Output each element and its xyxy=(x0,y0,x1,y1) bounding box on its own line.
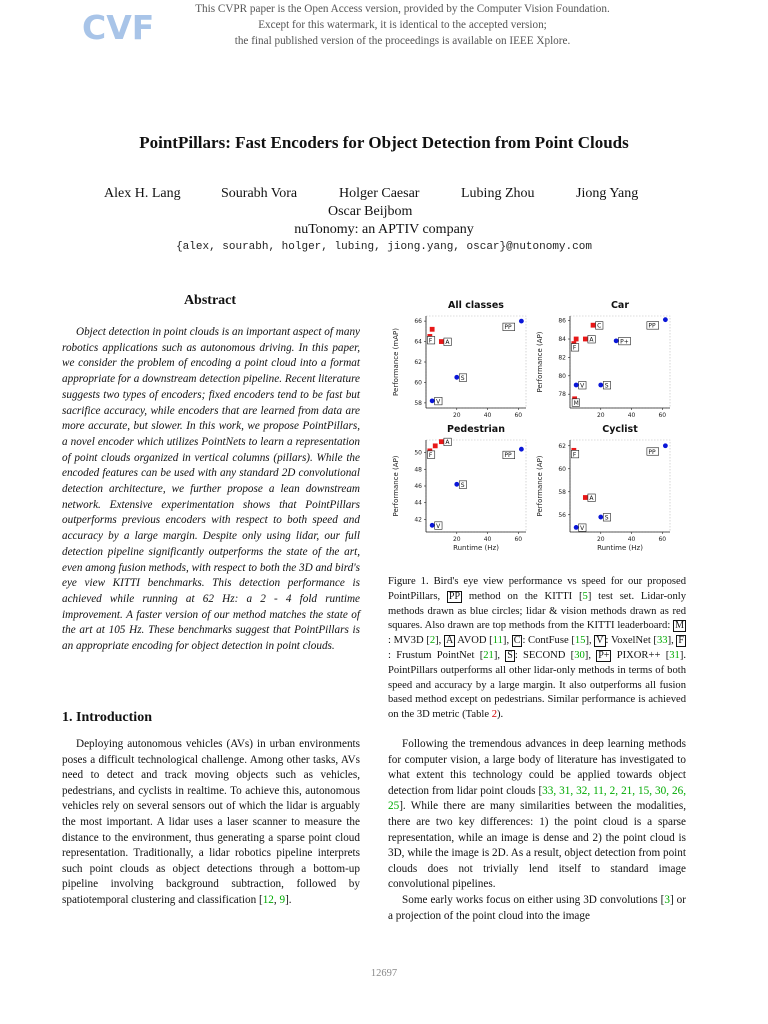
body-paragraph xyxy=(388,737,686,893)
author: Holger Caesar xyxy=(339,186,420,201)
x-axis-label: Runtime (Hz) xyxy=(453,544,499,552)
point-label: F xyxy=(428,451,433,459)
citation-link[interactable]: 33 xyxy=(656,635,668,647)
caption-span: method on the KITTI [ xyxy=(462,590,583,602)
point-label: PP xyxy=(504,324,512,332)
caption-span: : SECOND [ xyxy=(514,649,575,661)
y-axis-label: Performance (AP) xyxy=(392,455,400,517)
lidar-point xyxy=(430,523,435,528)
watermark-line-3: the final published version of the proceedings is available on IEEE Xplore. xyxy=(234,35,571,47)
y-tick-label: 66 xyxy=(414,318,422,326)
citation-link[interactable]: 30 xyxy=(574,649,585,661)
x-tick-label: 20 xyxy=(596,536,605,543)
lidar-point xyxy=(574,383,579,388)
section-heading-introduction: 1. Introduction xyxy=(62,710,152,725)
affiliation: nuTonomy: an APTIV company xyxy=(294,222,474,237)
chart-panel xyxy=(392,424,526,552)
legend-box-pplus: P+ xyxy=(598,649,610,661)
point-label: V xyxy=(580,382,585,390)
lidar-point xyxy=(663,317,668,322)
body-text: ]. While there are many similarities between the modalities, there are two key differences: 1) the point cloud is a sparse representation, while an image is dense and 2) the point cloud is 3D, while the image is 2D. As a result, object detection from point clouds does not trivially lend itself to standard image convolutional pipelines. xyxy=(388,800,686,891)
lidar-point xyxy=(598,515,603,520)
y-tick-label: 62 xyxy=(414,359,422,366)
fusion-point xyxy=(430,327,435,332)
citation-link[interactable]: 15 xyxy=(574,635,586,647)
watermark-line-2: Except for this watermark, it is identical to the accepted version; xyxy=(258,19,547,31)
citation-link[interactable]: 5 xyxy=(582,590,588,602)
legend-box-f: F xyxy=(678,635,684,647)
caption-span: : VoxelNet [ xyxy=(605,635,657,647)
citation-link[interactable]: 11 xyxy=(492,635,503,647)
cvf-logo xyxy=(82,8,155,47)
y-tick-label: 44 xyxy=(414,499,422,507)
caption-text: Figure 1. Bird's eye view performance vs speed for our proposed PointPillars, PP method on the KITTI [5] test set. Lidar-only methods drawn as blue circles; lidar & vision methods drawn as red squares. Also drawn are top methods from the KITTI leaderboard: M: MV3D [2], A AVOD [11], C : ContFuse [15], V : VoxelNet [33], F: Frustum PointNet [21], S : SECOND [30], P+ PIXOR++ [31]. PointPillars outperforms all other lidar-only methods in terms of both speed and accuracy by a large margin. It also outperforms all fusion based method except on pedestrians. Similar performance is achieved on the 3D metric (Table 2). xyxy=(388,576,686,721)
y-tick-label: 48 xyxy=(414,466,422,474)
body-text: Following the tremendous advances in deep learning methods for computer vision, a large body of literature has investigated to what extent this technology could be applied towards object detection from lidar point clouds [ xyxy=(388,738,686,797)
x-tick-label: 60 xyxy=(514,536,523,543)
x-tick-label: 40 xyxy=(627,536,636,543)
point-label: A xyxy=(589,336,594,344)
point-label: F xyxy=(428,337,433,345)
chart-title: Cyclist xyxy=(602,424,638,435)
y-axis-label: Performance (AP) xyxy=(536,455,544,517)
legend-box-a: A xyxy=(445,635,454,647)
intro-text: Deploying autonomous vehicles (AVs) in urban environments poses a difficult technological challenge. Among other tasks, AVs need to detect and track moving objects such as vehicles, pedestrians, and cyclists in realtime. To achieve this, autonomous vehicles rely on several sensors out of which the lidar is arguably the most important. A lidar uses a laser scanner to measure the distance to the environment, thus generating a sparse point cloud representation. Traditionally, a lidar robotics pipeline interprets such point clouds as object detections through a bottom-up pipeline involving background subtraction, followed by spatiotemporal clustering and classification [ xyxy=(62,738,360,906)
fusion-point xyxy=(439,339,444,344)
point-label: PP xyxy=(504,452,512,460)
lidar-point xyxy=(574,525,579,530)
intro-paragraph xyxy=(62,737,360,909)
point-label: S xyxy=(460,374,465,382)
y-tick-label: 86 xyxy=(558,317,566,325)
legend-box-c: C xyxy=(513,635,521,647)
x-tick-label: 20 xyxy=(596,412,605,419)
caption-span: ). xyxy=(496,709,504,721)
caption-span: : ContFuse [ xyxy=(522,635,575,647)
author: Alex H. Lang xyxy=(104,186,181,201)
lidar-point xyxy=(454,375,459,380)
x-tick-label: 60 xyxy=(658,536,667,543)
legend-box-pp: PP xyxy=(448,590,461,602)
y-tick-label: 58 xyxy=(414,399,422,407)
right-column-text xyxy=(388,737,686,924)
citation-link[interactable]: 3 xyxy=(664,893,670,906)
point-label: S xyxy=(604,382,609,390)
abstract-heading: Abstract xyxy=(183,293,237,308)
author: Jiong Yang xyxy=(576,186,639,201)
citation-link[interactable]: 2 xyxy=(429,635,436,647)
x-tick-label: 20 xyxy=(452,536,461,543)
paper-title: PointPillars: Fast Encoders for Object Detection from Point Clouds xyxy=(139,133,629,152)
legend-box-s: S xyxy=(507,649,513,661)
point-label: V xyxy=(580,524,585,532)
y-tick-label: 60 xyxy=(558,465,566,473)
fusion-point xyxy=(583,337,588,342)
point-label: A xyxy=(445,339,450,347)
chart-title: All classes xyxy=(448,300,504,311)
x-tick-label: 60 xyxy=(514,412,523,419)
x-tick-label: 60 xyxy=(658,412,667,419)
watermark-line-1: This CVPR paper is the Open Access version, provided by the Computer Vision Foundation. xyxy=(195,3,610,15)
y-tick-label: 62 xyxy=(558,442,566,450)
y-tick-label: 42 xyxy=(414,516,422,524)
citation-link[interactable]: 21 xyxy=(483,649,494,661)
intro-text-end: ]. xyxy=(285,893,292,906)
point-label: PP xyxy=(648,448,656,456)
point-label: PP xyxy=(648,322,656,330)
citation-link[interactable]: 12 xyxy=(262,893,274,906)
cvf-logo-text: CVF xyxy=(82,8,155,47)
fusion-point xyxy=(591,323,596,328)
author: Lubing Zhou xyxy=(461,186,535,201)
lidar-point xyxy=(598,383,603,388)
y-tick-label: 58 xyxy=(558,488,566,496)
lidar-point xyxy=(663,443,668,448)
chart-title: Pedestrian xyxy=(447,424,505,435)
x-tick-label: 40 xyxy=(627,412,636,419)
chart-panel xyxy=(536,300,670,419)
chart-panel xyxy=(392,300,526,419)
y-tick-label: 82 xyxy=(558,354,566,362)
y-axis-label: Performance (AP) xyxy=(536,331,544,393)
point-label: S xyxy=(460,481,465,489)
point-label: V xyxy=(436,522,441,530)
fusion-point xyxy=(439,439,444,444)
chart-title: Car xyxy=(610,300,630,311)
abstract-text: Object detection in point clouds is an important aspect of many robotics applications such as autonomous driving. In this paper, we consider the problem of encoding a point cloud into a format appropriate for a downstream detection pipeline. Recent literature suggests two types of encoders; fixed encoders tend to be fast but sacrifice accuracy, while encoders that are learned from data are more accurate, but slower. In this work, we propose PointPillars, a novel encoder which utilizes PointNets to learn a representation of point clouds organized in vertical columns (pillars). While the encoded features can be used with any standard 2D convolutional detection architecture, we further propose a lean downstream network. Extensive experimentation shows that PointPillars outperforms previous encoders with respect to both speed and accuracy by a large margin. Despite only using lidar, our full detection pipeline significantly outperforms the state of the art, even among fusion methods, with respect to both the 3D and bird's eye view KITTI benchmarks. This detection performance is achieved while running at 62 Hz: a 2 - 4 fold runtime improvement. A faster version of our method matches the state of the art at 105 Hz. These benchmarks suggest that PointPillars is an appropriate encoding for object detection in point clouds. xyxy=(62,326,361,653)
x-tick-label: 40 xyxy=(483,412,492,419)
chart-panel xyxy=(536,424,670,552)
fusion-point xyxy=(574,337,579,342)
y-tick-label: 78 xyxy=(558,391,566,399)
lidar-point xyxy=(430,398,435,403)
figure-1-caption xyxy=(388,575,686,723)
lidar-point xyxy=(614,338,619,343)
abstract-body xyxy=(62,325,360,655)
point-label: A xyxy=(589,495,594,502)
y-axis-label: Performance (mAP) xyxy=(392,328,400,396)
x-tick-label: 20 xyxy=(452,412,461,419)
caption-span: AVOD [ xyxy=(455,635,493,647)
point-label: F xyxy=(572,344,577,352)
body-text: Some early works focus on either using 3D convolutions [ xyxy=(402,893,665,906)
point-label: A xyxy=(445,439,450,447)
author: Sourabh Vora xyxy=(221,186,298,201)
lidar-point xyxy=(519,319,524,324)
y-tick-label: 60 xyxy=(414,379,422,387)
body-paragraph xyxy=(388,893,686,924)
x-tick-label: 40 xyxy=(483,536,492,543)
point-label: F xyxy=(572,451,577,459)
y-tick-label: 64 xyxy=(414,338,422,346)
point-label: V xyxy=(436,398,441,406)
intro-column xyxy=(62,737,360,909)
plot-area xyxy=(570,316,670,408)
page-number: 12697 xyxy=(370,968,398,979)
caption-span: PIXOR++ [ xyxy=(611,649,670,661)
table-link[interactable]: 2 xyxy=(491,709,497,721)
author: Oscar Beijbom xyxy=(328,204,413,219)
caption-span: : MV3D [ xyxy=(388,635,430,647)
y-tick-label: 46 xyxy=(414,483,422,490)
point-label: M xyxy=(573,399,579,407)
fusion-point xyxy=(433,443,438,448)
x-axis-label: Runtime (Hz) xyxy=(597,544,643,552)
caption-span: Figure 1. Bird's eye view performance vs speed for our proposed PointPillars, xyxy=(388,576,686,602)
citation-link[interactable]: 9 xyxy=(279,893,286,906)
figure-1 xyxy=(388,296,688,560)
legend-box-v: V xyxy=(596,635,604,647)
point-label: C xyxy=(597,322,602,330)
author-emails: {alex, sourabh, holger, lubing, jiong.yang, oscar}@nutonomy.com xyxy=(176,241,592,253)
point-label: P+ xyxy=(620,338,629,346)
y-tick-label: 80 xyxy=(558,372,566,380)
caption-span: ]. PointPillars outperforms all other lidar-only methods in terms of both speed and accuracy by a large margin. It also outperforms all fusion based method except on pedestrians. Similar performance is achieved on the 3D metric (Table xyxy=(388,649,686,721)
fusion-point xyxy=(583,495,588,500)
body-text: ] or a projection of the point cloud into the image xyxy=(388,893,686,922)
y-tick-label: 56 xyxy=(558,511,566,519)
lidar-point xyxy=(519,447,524,452)
lidar-point xyxy=(454,482,459,487)
citation-link[interactable]: 33, 31, 32, 11, 2, 21, 15, 30, 26, 25 xyxy=(388,784,686,813)
intro-separator: , xyxy=(273,893,280,906)
y-tick-label: 50 xyxy=(414,449,422,457)
caption-span: : Frustum PointNet [ xyxy=(388,649,484,661)
legend-box-m: M xyxy=(675,620,684,632)
point-label: S xyxy=(604,514,609,522)
citation-link[interactable]: 31 xyxy=(669,649,680,661)
caption-span: ] test set. Lidar-only methods drawn as blue circles; lidar & vision methods drawn as red squares. Also drawn are top methods from the KITTI leaderboard: xyxy=(388,590,686,632)
watermark xyxy=(150,1,655,49)
y-tick-label: 84 xyxy=(558,336,566,343)
